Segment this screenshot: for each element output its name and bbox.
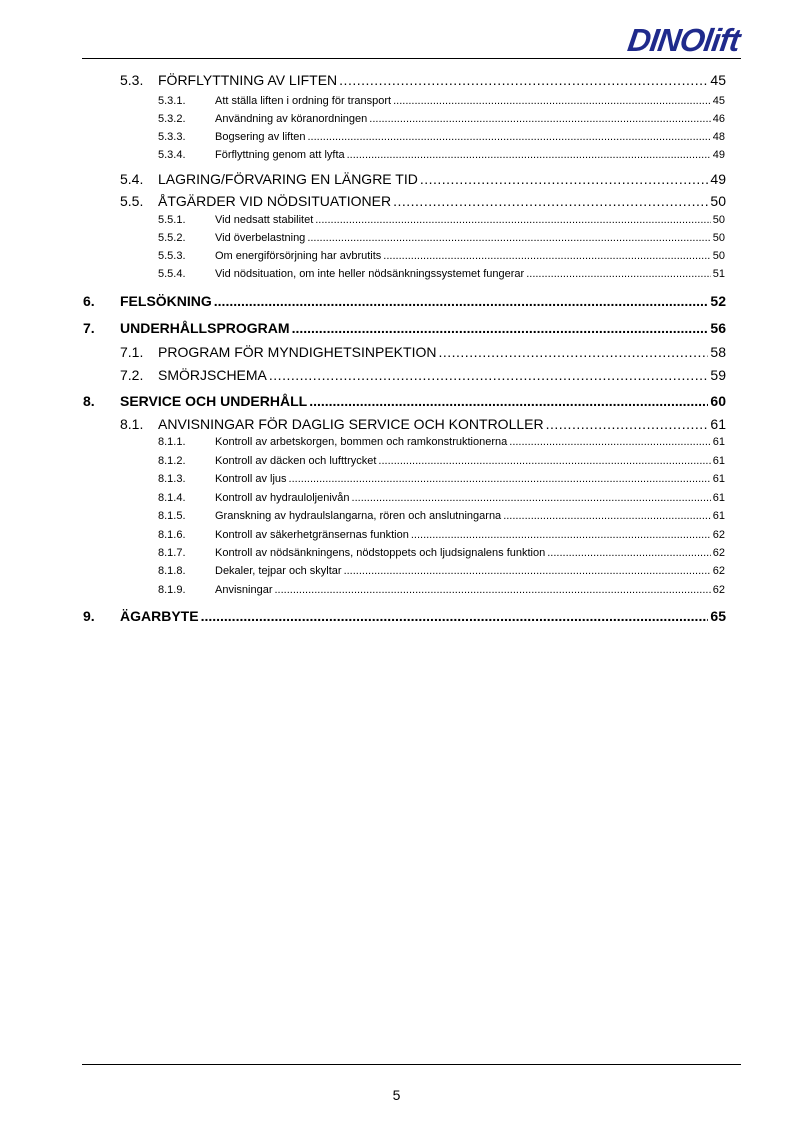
toc-entry-title: Om energiförsörjning har avbrutits [215,250,382,262]
toc-entry-number: 8.1.2. [158,455,186,467]
toc-entry-page: 65 [710,608,726,624]
dinolift-logo: DINOlift [625,22,742,58]
toc-entry[interactable] [0,473,793,485]
toc-entry-title: PROGRAM FÖR MYNDIGHETSINPEKTION [158,344,437,360]
toc-dot-leader [352,492,711,504]
toc-dot-leader [315,214,711,226]
toc-dot-leader [420,171,709,187]
toc-dot-leader [307,232,710,244]
toc-entry[interactable] [0,232,793,244]
toc-entry-page: 61 [712,510,725,522]
toc-entry-number: 5.3. [120,72,144,88]
toc-entry-title: Förflyttning genom att lyfta [215,149,345,161]
toc-entry[interactable] [0,320,793,336]
toc-entry[interactable] [0,367,793,383]
toc-entry[interactable] [0,510,793,522]
toc-entry-page: 56 [710,320,726,336]
toc-entry-page: 50 [712,214,725,226]
toc-entry-page: 62 [712,529,725,541]
toc-entry-title: ANVISNINGAR FÖR DAGLIG SERVICE OCH KONTROLLER [158,416,544,432]
toc-entry[interactable] [0,529,793,541]
toc-dot-leader [369,113,710,125]
toc-entry-number: 5.5.3. [158,250,186,262]
toc-dot-leader [503,510,711,522]
toc-entry-page: 62 [712,584,725,596]
toc-entry-title: FELSÖKNING [120,293,212,309]
toc-entry[interactable] [0,293,793,309]
toc-entry-title: SERVICE OCH UNDERHÅLL [120,393,308,409]
toc-dot-leader [269,367,709,383]
toc-entry-number: 5.4. [120,171,144,187]
toc-entry-number: 5.3.3. [158,131,186,143]
toc-dot-leader [292,320,709,336]
toc-entry-page: 61 [712,455,725,467]
toc-entry-number: 5.5.4. [158,268,186,280]
toc-entry-number: 5.5.2. [158,232,186,244]
toc-dot-leader [309,393,708,409]
toc-entry-page: 61 [712,473,725,485]
toc-dot-leader [547,547,711,559]
toc-entry-page: 50 [710,193,726,209]
toc-entry-page: 60 [710,393,726,409]
toc-entry-title: ÅTGÄRDER VID NÖDSITUATIONER [158,193,392,209]
toc-entry-title: Användning av köranordningen [215,113,368,125]
toc-entry[interactable] [0,565,793,577]
toc-entry-number: 7.2. [120,367,144,383]
toc-dot-leader [383,250,710,262]
toc-entry[interactable] [0,214,793,226]
toc-entry-title: Anvisningar [215,584,273,596]
toc-entry-page: 62 [712,547,725,559]
toc-entry-number: 8.1.9. [158,584,186,596]
toc-entry[interactable] [0,171,793,187]
toc-dot-leader [214,293,709,309]
toc-dot-leader [201,608,709,624]
toc-dot-leader [509,436,710,448]
toc-entry-title: Dekaler, tejpar och skyltar [215,565,342,577]
toc-entry-number: 8.1.6. [158,529,186,541]
toc-entry-title: Vid överbelastning [215,232,306,244]
toc-entry-page: 45 [712,95,725,107]
toc-entry-title: UNDERHÅLLSPROGRAM [120,320,290,336]
toc-entry-number: 5.3.4. [158,149,186,161]
toc-entry-title: Granskning av hydraulslangarna, rören och anslutningarna [215,510,502,522]
toc-entry-title: Kontroll av nödsänkningens, nödstoppets och ljudsignalens funktion [215,547,546,559]
toc-entry-title: SMÖRJSCHEMA [158,367,267,383]
toc-entry[interactable] [0,344,793,360]
toc-entry-number: 8.1.8. [158,565,186,577]
toc-entry-page: 51 [712,268,725,280]
toc-entry-number: 8.1. [120,416,144,432]
toc-entry-title: Vid nödsituation, om inte heller nödsänkningssystemet fungerar [215,268,525,280]
toc-entry[interactable] [0,492,793,504]
toc-entry-page: 48 [712,131,725,143]
toc-entry-page: 61 [710,416,726,432]
toc-dot-leader [274,584,710,596]
toc-entry-number: 8.1.1. [158,436,186,448]
toc-entry-page: 58 [710,344,726,360]
toc-entry[interactable] [0,436,793,448]
toc-entry-title: Bogsering av liften [215,131,306,143]
toc-entry-page: 61 [712,436,725,448]
toc-entry-page: 62 [712,565,725,577]
toc-entry-title: Kontroll av säkerhetgränsernas funktion [215,529,409,541]
toc-dot-leader [438,344,708,360]
toc-entry[interactable] [0,149,793,161]
toc-entry-number: 8.1.7. [158,547,186,559]
toc-entry[interactable] [0,72,793,88]
toc-entry-title: ÄGARBYTE [120,608,199,624]
toc-entry-title: FÖRFLYTTNING AV LIFTEN [158,72,338,88]
toc-entry-number: 8. [83,393,95,409]
toc-entry-page: 50 [712,250,725,262]
toc-entry-title: LAGRING/FÖRVARING EN LÄNGRE TID [158,171,418,187]
toc-entry-number: 8.1.5. [158,510,186,522]
toc-entry-page: 46 [712,113,725,125]
toc-entry[interactable] [0,113,793,125]
toc-entry-page: 61 [712,492,725,504]
page-number: 5 [392,1087,401,1103]
toc-dot-leader [393,193,708,209]
header-divider [82,58,741,59]
toc-entry-number: 5.3.2. [158,113,186,125]
toc-entry-number: 6. [83,293,95,309]
toc-entry[interactable] [0,608,793,624]
toc-dot-leader [344,565,711,577]
toc-entry[interactable] [0,584,793,596]
toc-entry-number: 5.5.1. [158,214,186,226]
toc-entry-number: 5.3.1. [158,95,186,107]
toc-entry-number: 7.1. [120,344,144,360]
toc-entry-title: Vid nedsatt stabilitet [215,214,314,226]
toc-entry-number: 8.1.4. [158,492,186,504]
toc-entry[interactable] [0,250,793,262]
toc-entry-number: 7. [83,320,95,336]
toc-entry-page: 59 [710,367,726,383]
toc-entry-page: 45 [710,72,726,88]
toc-entry-number: 9. [83,608,95,624]
toc-dot-leader [308,131,711,143]
toc-entry-page: 49 [712,149,725,161]
toc-entry-number: 5.5. [120,193,144,209]
toc-entry-page: 52 [710,293,726,309]
toc-entry-page: 50 [712,232,725,244]
toc-entry[interactable] [0,95,793,107]
toc-entry-title: Kontroll av ljus [215,473,287,485]
toc-dot-leader [546,416,709,432]
toc-entry[interactable] [0,416,793,432]
toc-entry-page: 49 [710,171,726,187]
toc-entry-title: Kontroll av däcken och lufttrycket [215,455,377,467]
toc-dot-leader [289,473,711,485]
toc-entry-number: 8.1.3. [158,473,186,485]
toc-dot-leader [526,268,711,280]
toc-entry[interactable] [0,393,793,409]
toc-entry[interactable] [0,455,793,467]
toc-dot-leader [378,455,710,467]
footer-divider [82,1064,741,1065]
toc-dot-leader [339,72,708,88]
toc-dot-leader [347,149,711,161]
toc-dot-leader [411,529,711,541]
toc-entry-title: Kontroll av hydrauloljenivån [215,492,350,504]
toc-entry-title: Kontroll av arbetskorgen, bommen och ramkonstruktionerna [215,436,508,448]
toc-dot-leader [393,95,711,107]
toc-entry[interactable] [0,193,793,209]
toc-entry-title: Att ställa liften i ordning för transport [215,95,392,107]
toc-entry[interactable] [0,268,793,280]
toc-entry[interactable] [0,547,793,559]
toc-entry[interactable] [0,131,793,143]
